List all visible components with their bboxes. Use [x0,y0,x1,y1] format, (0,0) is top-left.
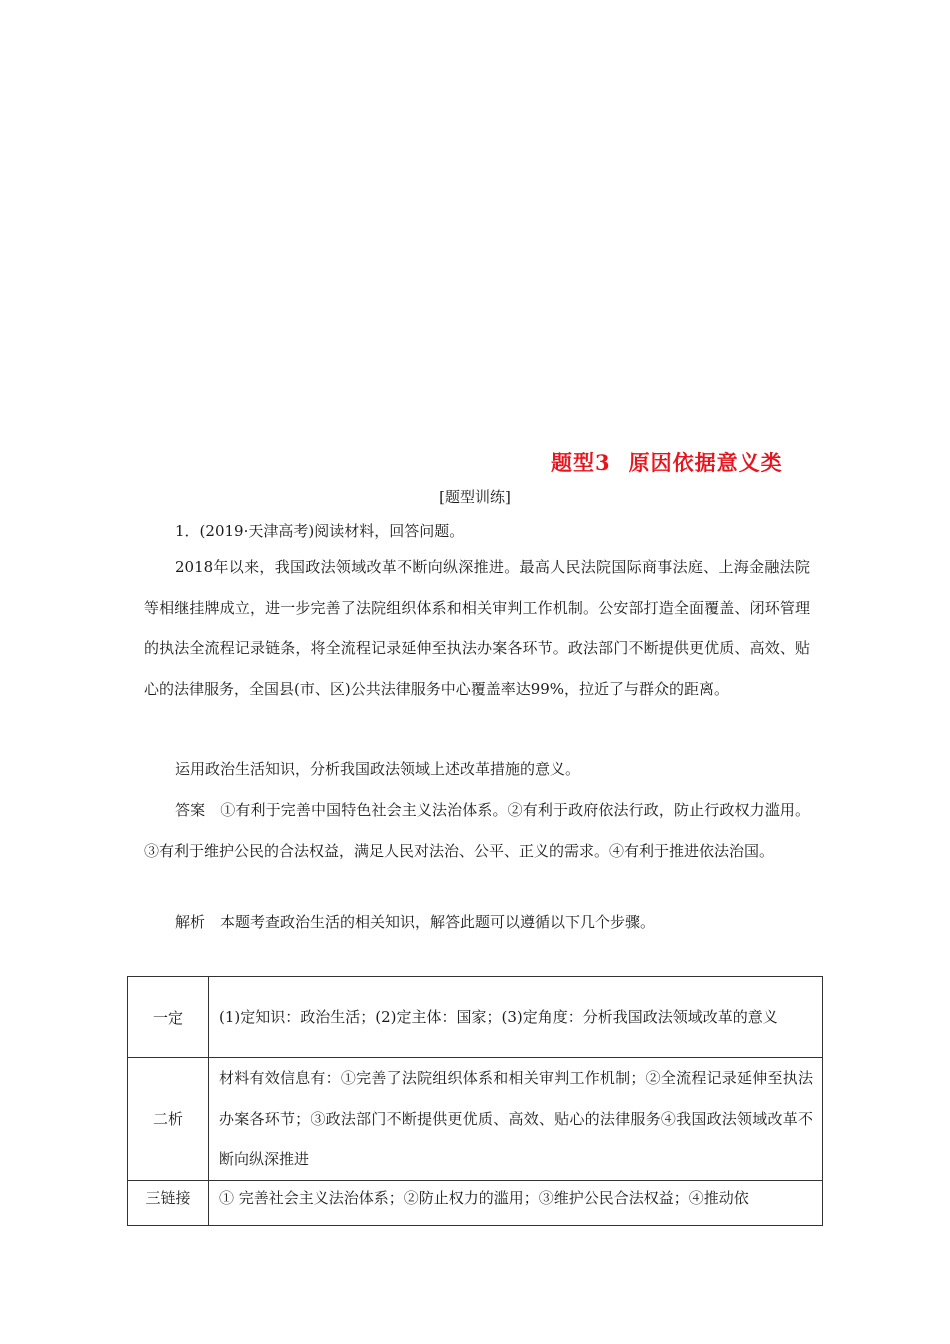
step-content: ① 完善社会主义法治体系；②防止权力的滥用；③维护公民合法权益；④推动依 [209,1180,823,1225]
section-subtitle: [题型训练] [439,488,511,506]
question-stem: 1．(2019·天津高考)阅读材料，回答问题。 [175,522,465,540]
table-row [128,977,823,1058]
step-label: 一定 [128,977,209,1058]
table-row [128,1180,823,1225]
analysis-label: 解析 [175,913,206,931]
title-prefix: 题型3 [551,450,611,475]
title-main: 原因依据意义类 [628,450,783,475]
analysis-text: 本题考查政治生活的相关知识，解答此题可以遵循以下几个步骤。 [220,913,656,931]
question-prompt: 运用政治生活知识，分析我国政法领域上述改革措施的意义。 [175,760,581,778]
answer-label: 答案 [175,801,206,819]
table-row [128,1058,823,1181]
analysis-block [144,902,810,943]
steps-table [127,976,823,1226]
step-label: 二析 [128,1058,209,1181]
step-content: (1)定知识：政治生活；(2)定主体：国家；(3)定角度：分析我国政法领域改革的意义 [209,977,823,1058]
answer-text: ①有利于完善中国特色社会主义法治体系。②有利于政府依法行政，防止行政权力滥用。③有利于维护公民的合法权益，满足人民对法治、公平、正义的需求。④有利于推进依法治国。 [144,801,810,860]
step-label: 三链接 [128,1180,209,1225]
answer-block [144,790,810,871]
section-title [551,447,783,477]
question-material: 2018年以来，我国政法领域改革不断向纵深推进。最高人民法院国际商事法庭、上海金融法院等相继挂牌成立，进一步完善了法院组织体系和相关审判工作机制。公安部打造全面覆盖、闭环管理的执法全流程记录链条，将全流程记录延伸至执法办案各环节。政法部门不断提供更优质、高效、贴心的法律服务，全国县(市、区)公共法律服务中心覆盖率达99%，拉近了与群众的距离。 [144,558,810,698]
step-content: 材料有效信息有：①完善了法院组织体系和相关审判工作机制；②全流程记录延伸至执法办案各环节；③政法部门不断提供更优质、高效、贴心的法律服务④我国政法领域改革不断向纵深推进 [209,1058,823,1181]
